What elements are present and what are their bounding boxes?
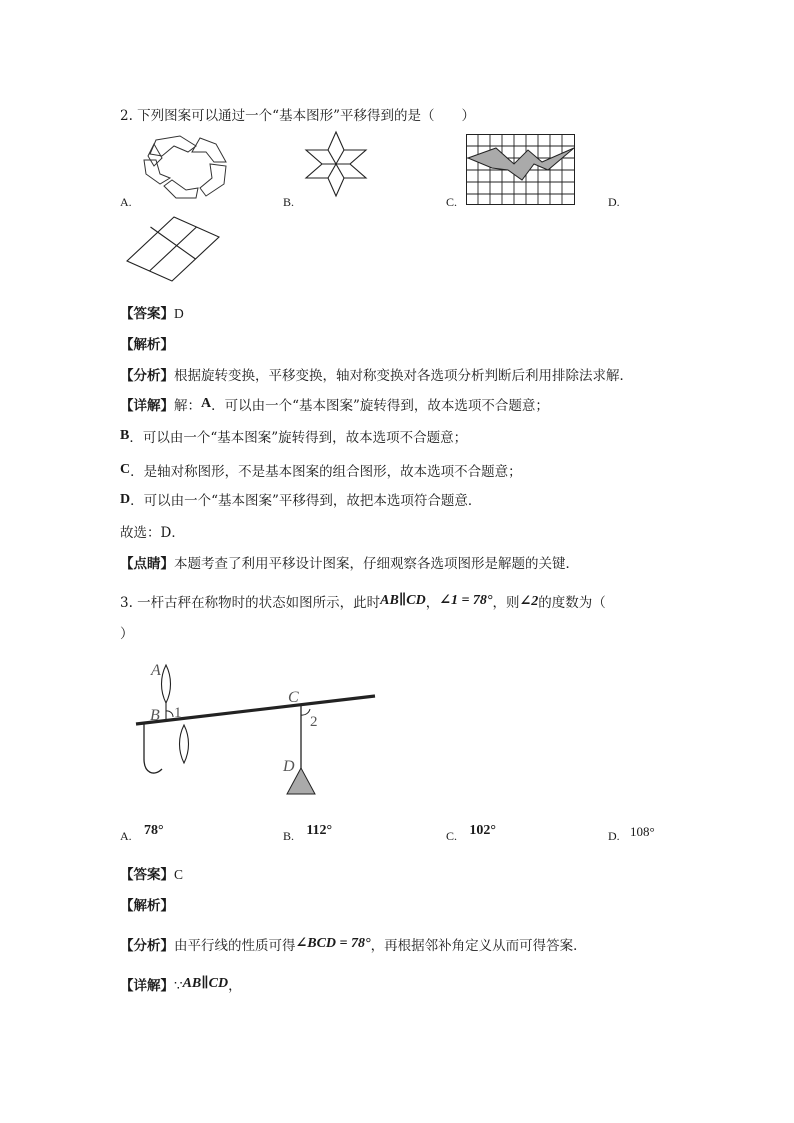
q3-xiangjie-math: AB∥CD bbox=[182, 976, 229, 991]
q2-detail-line-d bbox=[120, 489, 481, 510]
q2-dianjing-text: 本题考查了利用平移设计图案，仔细观察各选项图形是解题的关键． bbox=[174, 556, 579, 572]
q2-dianjing-row bbox=[120, 552, 579, 572]
q2-figure-a bbox=[140, 132, 232, 202]
q3-option-c-value: 102° bbox=[469, 823, 496, 838]
q2-line-b-text: ．可以由一个“基本图案”旋转得到，故本选项不合题意； bbox=[129, 430, 468, 446]
q3-xiangjie-end: ， bbox=[228, 978, 242, 994]
q3-fenxi-label: 【分析】 bbox=[120, 938, 174, 954]
q3-fenxi-math: ∠BCD = 78° bbox=[295, 936, 371, 951]
q2-detail-line-c bbox=[120, 460, 522, 481]
q2-option-d-label: D. bbox=[608, 195, 620, 209]
q3-option-c bbox=[446, 823, 496, 845]
q3-answer-label: 【答案】 bbox=[120, 867, 174, 883]
q2-stem: 2. 下列图案可以通过一个“基本图形”平移得到的是（ ） bbox=[120, 108, 475, 124]
q3-option-b-label: B. bbox=[283, 829, 295, 843]
q2-letter-b: B bbox=[120, 428, 130, 443]
q3-option-a-value: 78° bbox=[143, 823, 164, 838]
q3-option-b-value: 112° bbox=[306, 823, 333, 838]
q2-figure-d bbox=[126, 216, 220, 282]
q2-option-b-label: B. bbox=[283, 195, 295, 209]
q3-stem-post: ，则 bbox=[492, 595, 520, 611]
q3-option-d bbox=[608, 824, 655, 844]
q2-figure-c bbox=[466, 134, 576, 206]
q2-answer-label: 【答案】 bbox=[120, 306, 174, 322]
q2-fenxi-text: 根据旋转变换，平移变换，轴对称变换对各选项分析判断后利用排除法求解． bbox=[174, 368, 633, 384]
q2-analysis-label: 【解析】 bbox=[120, 337, 174, 353]
q3-stem-math3: ∠2 bbox=[519, 594, 539, 609]
q3-fenxi-post: ，再根据邻补角定义从而可得答案． bbox=[370, 938, 587, 954]
q3-option-d-label: D. bbox=[608, 829, 620, 843]
q2-xiangjie-label: 【详解】 bbox=[120, 398, 174, 414]
q2-line-a-text: ．可以由一个“基本图案”旋转得到，故本选项不合题意； bbox=[211, 398, 549, 414]
q3-answer-row bbox=[120, 863, 183, 883]
q3-stem bbox=[120, 591, 606, 612]
q2-letter-c: C bbox=[120, 462, 131, 477]
q2-figure-b bbox=[303, 131, 369, 197]
q2-line-d-text: ．可以由一个“基本图案”平移得到，故把本选项符合题意． bbox=[130, 493, 482, 509]
q3-stem-end: 的度数为（ bbox=[538, 595, 606, 611]
q3-stem-math1: AB∥CD bbox=[380, 593, 426, 608]
q3-fenxi-row bbox=[120, 934, 587, 955]
q3-xiangjie-row bbox=[120, 974, 242, 995]
q3-stem-pre: 3. 一杆古秤在称物时的状态如图所示，此时 bbox=[120, 595, 381, 611]
q3-fig-angle-1: 1 bbox=[174, 705, 182, 721]
q3-fig-label-b: B bbox=[150, 707, 160, 724]
q3-because-symbol: ∵ bbox=[174, 978, 183, 994]
q2-choose: 故选：D． bbox=[120, 525, 185, 541]
q3-option-a-label: A. bbox=[120, 829, 132, 843]
q2-line-c-text: ．是轴对称图形，不是基本图案的组合图形，故本选项不合题意； bbox=[130, 464, 522, 480]
q3-fig-angle-2: 2 bbox=[310, 714, 318, 730]
q3-stem-mid: ， bbox=[425, 595, 440, 611]
q2-letter-a: A bbox=[201, 396, 212, 411]
q3-option-b bbox=[283, 823, 333, 845]
q3-fig-label-d: D bbox=[283, 758, 295, 775]
q3-fenxi-pre: 由平行线的性质可得 bbox=[174, 938, 296, 954]
q3-option-c-label: C. bbox=[446, 829, 458, 843]
q2-option-c-label: C. bbox=[446, 195, 458, 209]
q2-dianjing-label: 【点睛】 bbox=[120, 556, 174, 572]
q2-fenxi-row bbox=[120, 364, 633, 384]
q2-detail-line-b bbox=[120, 426, 467, 447]
q3-stem-math2: ∠1 = 78° bbox=[439, 593, 493, 608]
q2-xiangjie-prefix: 解： bbox=[174, 398, 201, 414]
q3-option-a bbox=[120, 823, 164, 845]
q3-xiangjie-label: 【详解】 bbox=[120, 978, 174, 994]
q3-analysis-label: 【解析】 bbox=[120, 898, 174, 914]
q2-letter-d: D bbox=[120, 492, 131, 507]
q2-answer-value: D bbox=[174, 306, 184, 321]
q3-fig-label-c: C bbox=[288, 689, 299, 706]
q2-answer-row bbox=[120, 302, 184, 322]
q3-steelyard-figure bbox=[130, 655, 380, 800]
q2-detail-line-a bbox=[120, 394, 549, 415]
q3-option-d-value: 108° bbox=[629, 824, 655, 839]
q2-option-a-label: A. bbox=[120, 195, 132, 209]
q3-answer-value: C bbox=[174, 867, 184, 882]
q2-fenxi-label: 【分析】 bbox=[120, 368, 174, 384]
q3-fig-label-a: A bbox=[151, 662, 161, 679]
q3-stem-line2: ） bbox=[120, 626, 134, 642]
